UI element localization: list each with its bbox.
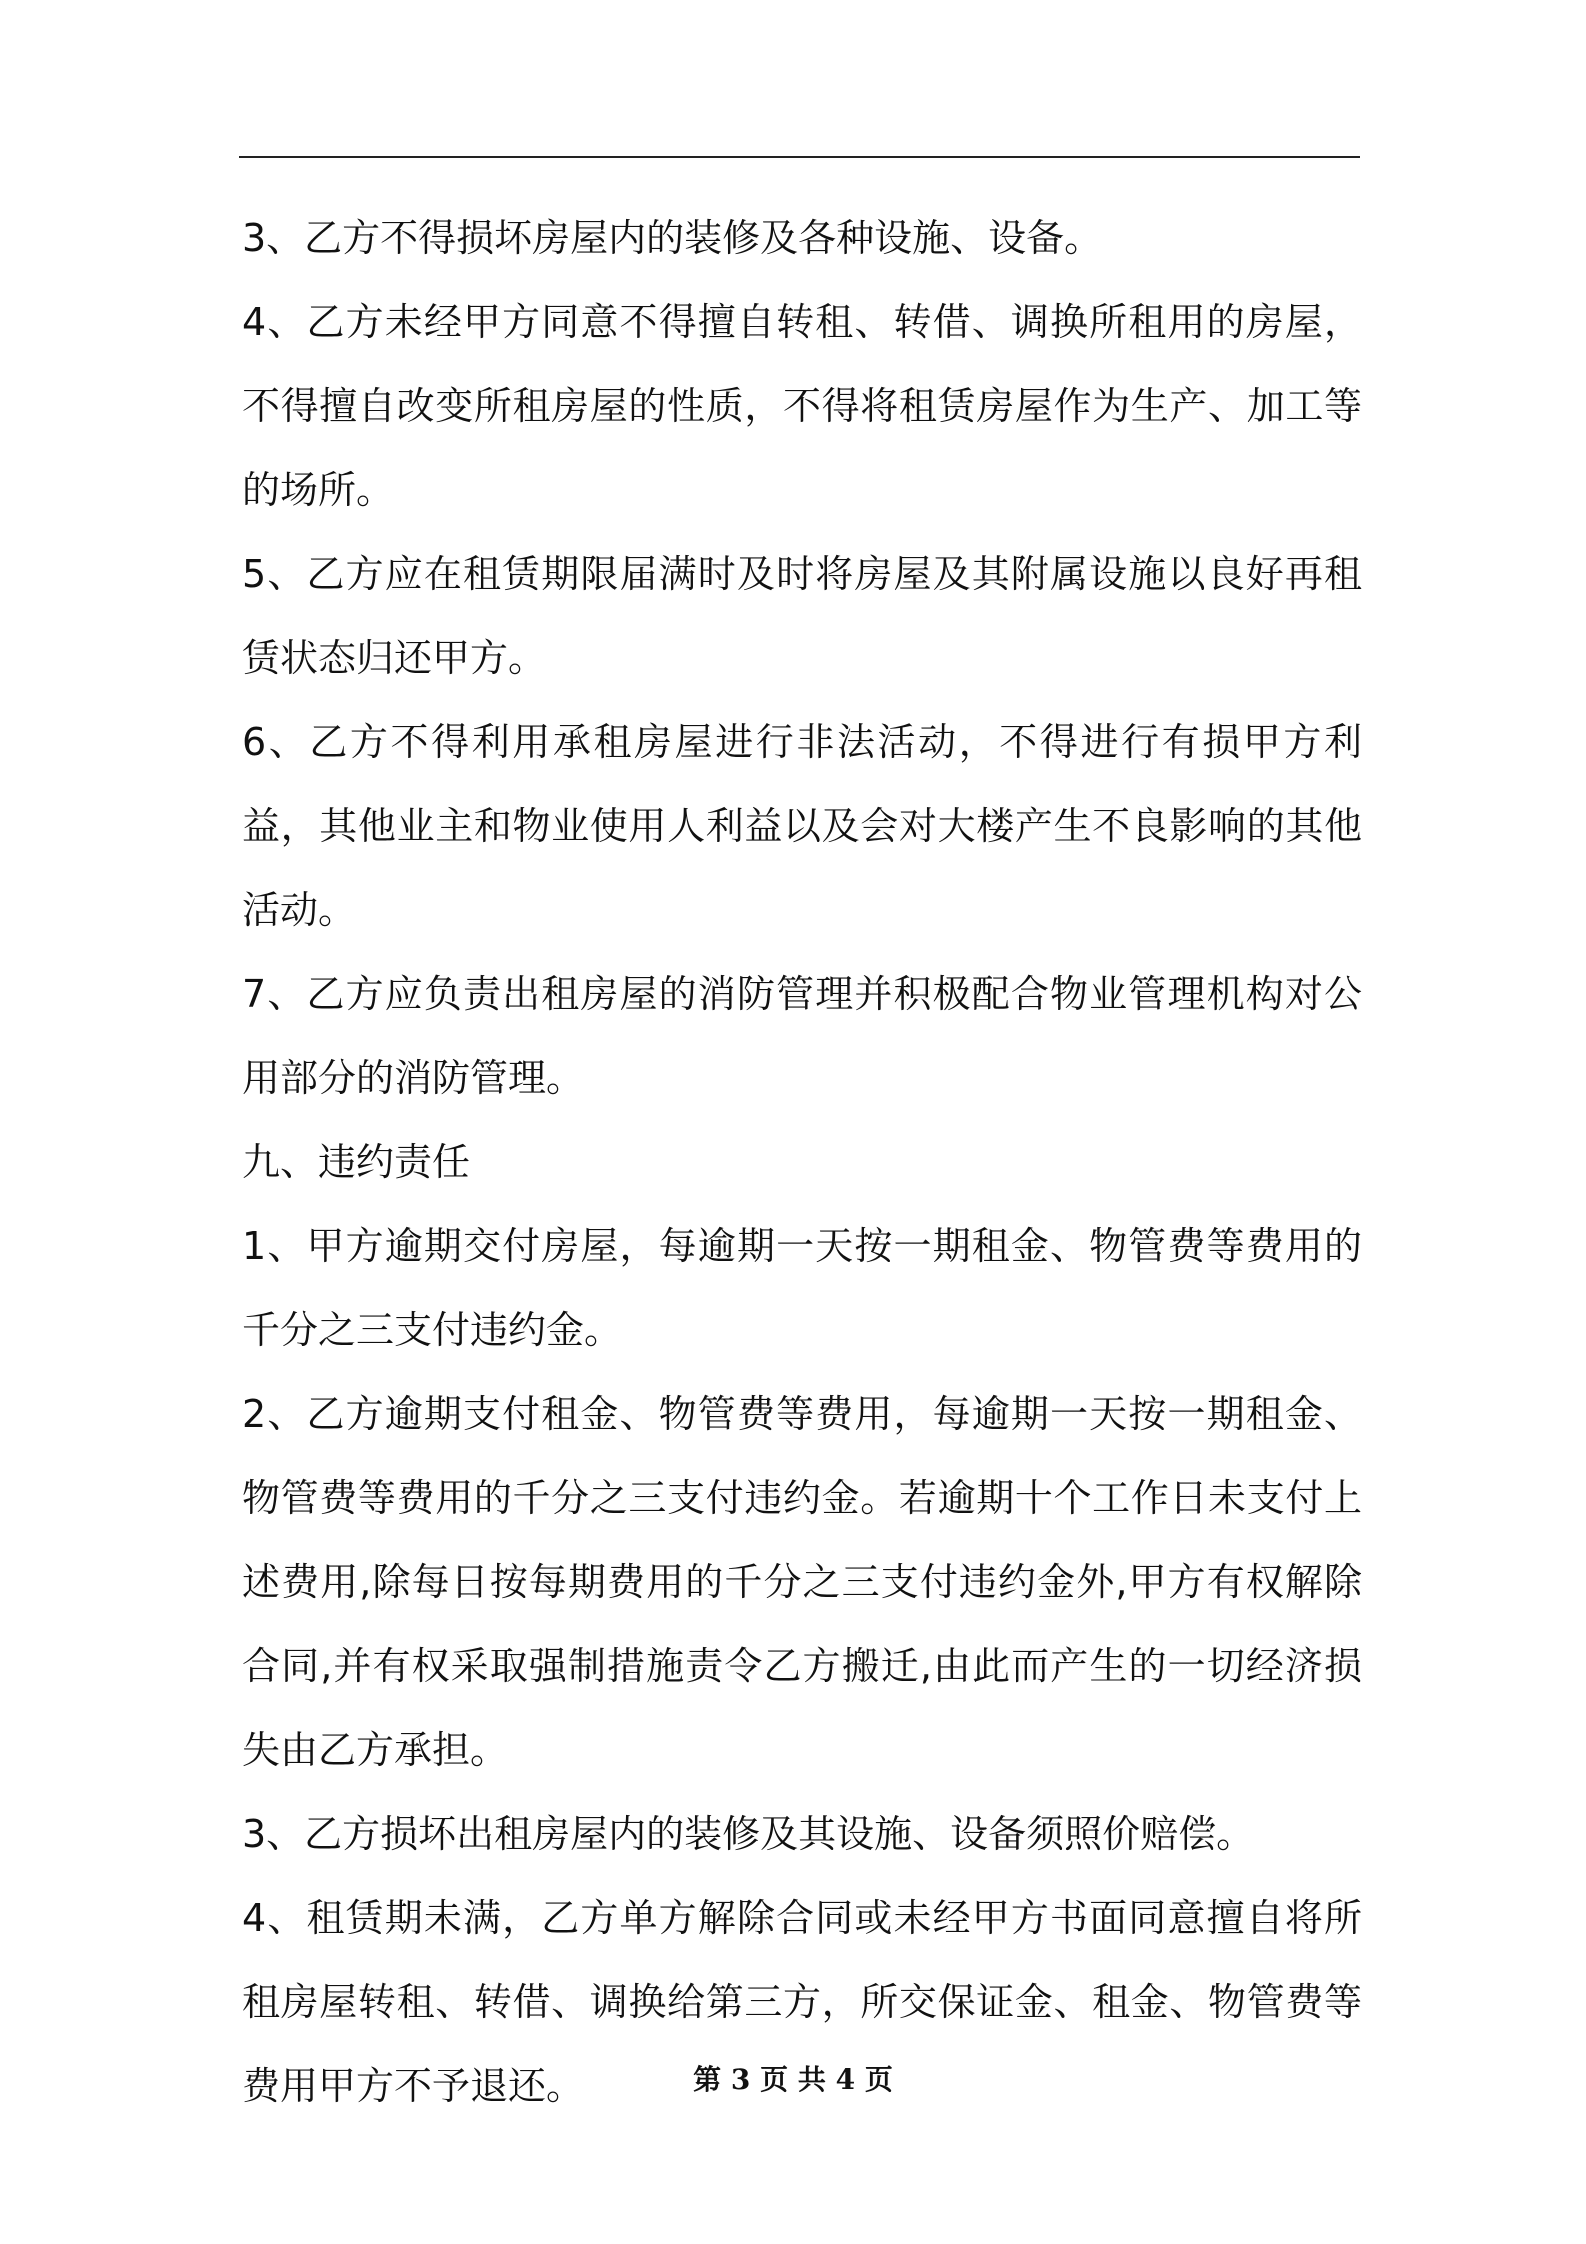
- breach-clause-2-late-payment: 2、乙方逾期支付租金、物管费等费用，每逾期一天按一期租金、物管费等费用的千分之三支付违约金。若逾期十个工作日未支付上述费用,除每日按每期费用的千分之三支付违约金外,甲方有权解除合同,并有权采取强制措施责令乙方搬迁,由此而产生的一切经济损失由乙方承担。: [242, 1392, 1362, 1772]
- section-heading-breach-liability: 九、违约责任: [242, 1140, 471, 1184]
- breach-clause-3-damage-compensation: 3、乙方损坏出租房屋内的装修及其设施、设备须照价赔偿。: [242, 1812, 1255, 1856]
- clause-7-fire-safety: 7、乙方应负责出租房屋的消防管理并积极配合物业管理机构对公用部分的消防管理。: [242, 972, 1362, 1100]
- header-rule: [239, 156, 1360, 158]
- clause-4-no-sublet: 4、乙方未经甲方同意不得擅自转租、转借、调换所租用的房屋，不得擅自改变所租房屋的性质，不得将租赁房屋作为生产、加工等的场所。: [242, 300, 1362, 512]
- clause-5-return-premises: 5、乙方应在租赁期限届满时及时将房屋及其附属设施以良好再租赁状态归还甲方。: [242, 552, 1362, 680]
- breach-clause-4-early-termination: 4、租赁期未满，乙方单方解除合同或未经甲方书面同意擅自将所租房屋转租、转借、调换给第三方，所交保证金、租金、物管费等费用甲方不予退还。: [242, 1896, 1362, 2108]
- clause-3-no-damage: 3、乙方不得损坏房屋内的装修及各种设施、设备。: [242, 216, 1103, 260]
- document-body: [242, 196, 1362, 2128]
- page-number-footer: 第 3 页 共 4 页: [693, 2063, 893, 2096]
- breach-clause-1-late-delivery: 1、甲方逾期交付房屋，每逾期一天按一期租金、物管费等费用的千分之三支付违约金。: [242, 1224, 1362, 1352]
- clause-6-no-illegal-activity: 6、乙方不得利用承租房屋进行非法活动，不得进行有损甲方利益，其他业主和物业使用人利益以及会对大楼产生不良影响的其他活动。: [242, 720, 1362, 932]
